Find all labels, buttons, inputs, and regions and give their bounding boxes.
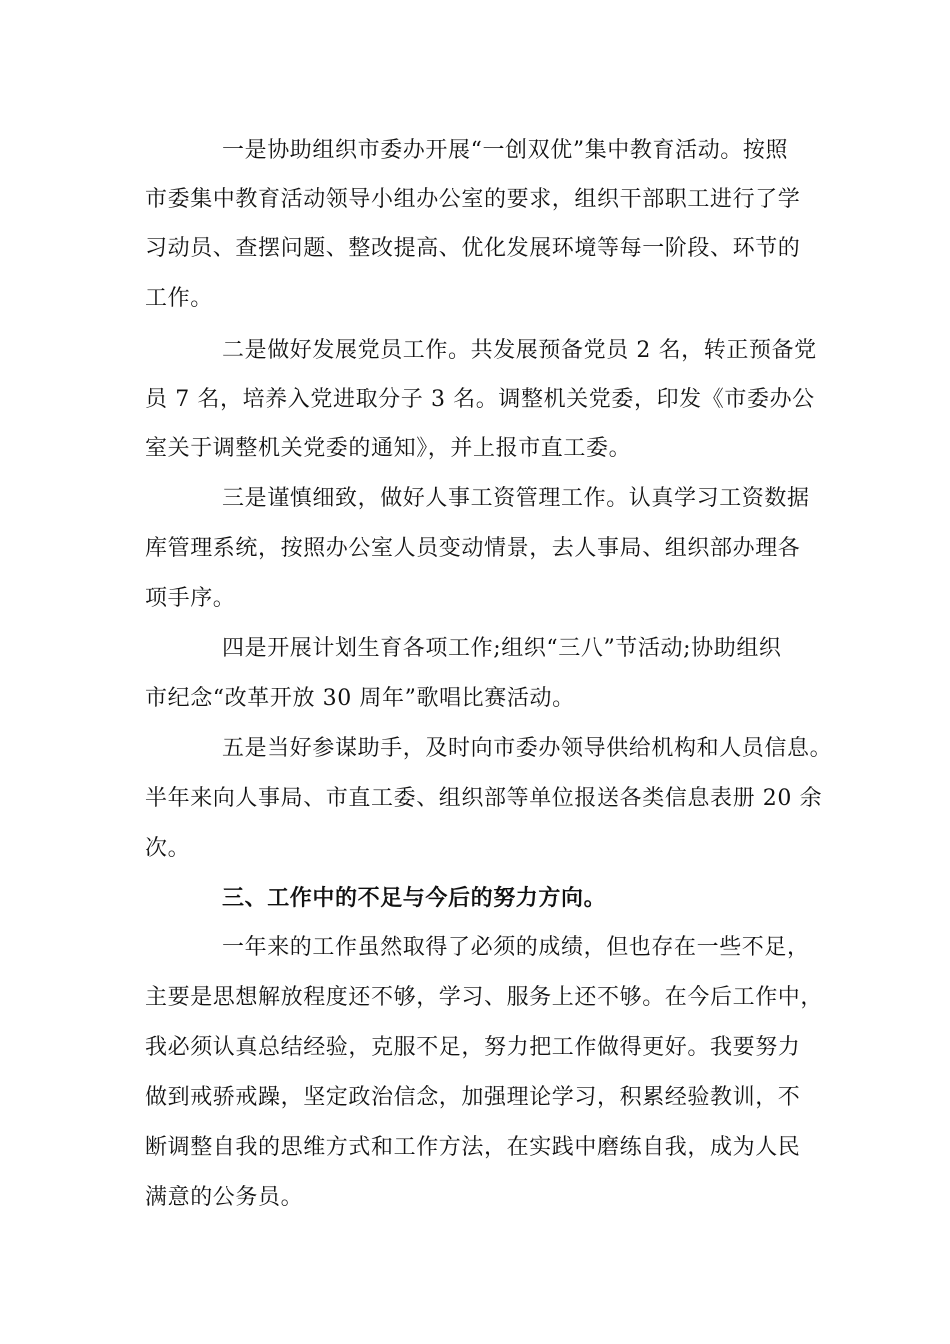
text-line: 四是开展计划生育各项工作;组织“三八”节活动;协助组织 xyxy=(222,636,782,661)
text-line: 二是做好发展党员工作。共发展预备党员 2 名，转正预备党 xyxy=(222,338,817,363)
text-line: 一是协助组织市委办开展“一创双优”集中教育活动。按照 xyxy=(222,138,789,163)
text-line: 三是谨慎细致，做好人事工资管理工作。认真学习工资数据 xyxy=(222,486,810,511)
text-line: 习动员、查摆问题、整改提高、优化发展环境等每一阶段、环节的 xyxy=(145,236,801,261)
text-line: 项手序。 xyxy=(145,586,236,611)
text-line: 次。 xyxy=(145,836,191,861)
text-line: 我必须认真总结经验，克服不足，努力把工作做得更好。我要努力 xyxy=(145,1035,801,1060)
text-line: 市纪念“改革开放 30 周年”歌唱比赛活动。 xyxy=(145,686,575,711)
text-line: 五是当好参谋助手，及时向市委办领导供给机构和人员信息。 xyxy=(222,736,833,761)
text-line: 市委集中教育活动领导小组办公室的要求，组织干部职工进行了学 xyxy=(145,187,801,212)
text-line: 工作。 xyxy=(145,286,213,311)
section-heading: 三、工作中的不足与今后的努力方向。 xyxy=(222,885,607,911)
text-line: 半年来向人事局、市直工委、组织部等单位报送各类信息表册 20 余 xyxy=(145,786,823,811)
text-line: 员 7 名，培养入党进取分子 3 名。调整机关党委，印发《市委办公 xyxy=(145,387,815,412)
text-line: 满意的公务员。 xyxy=(145,1185,304,1210)
text-line: 主要是思想解放程度还不够，学习、服务上还不够。在今后工作中， xyxy=(145,985,824,1010)
text-line: 库管理系统，按照办公室人员变动情景，去人事局、组织部办理各 xyxy=(145,536,801,561)
text-line: 一年来的工作虽然取得了必须的成绩，但也存在一些不足， xyxy=(222,935,810,960)
text-line: 做到戒骄戒躁，坚定政治信念，加强理论学习，积累经验教训，不 xyxy=(145,1085,801,1110)
text-line: 断调整自我的思维方式和工作方法，在实践中磨练自我，成为人民 xyxy=(145,1135,801,1160)
text-line: 室关于调整机关党委的通知》，并上报市直工委。 xyxy=(145,436,632,461)
